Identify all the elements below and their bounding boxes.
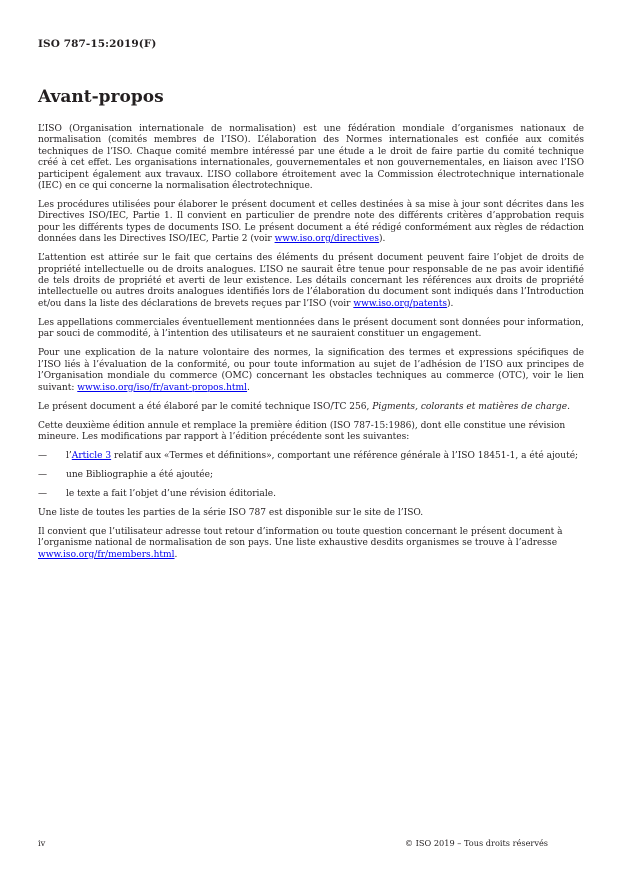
paragraph-text: Pour une explication de la nature volontaire des normes, la signification des termes et expressions spécifiques de l’ISO liés à l’évaluation de la conformité, ou pour toute information au sujet de l’adhésion de l’ISO aux principes de l’Organisation mondiale du commerce (OMC) concernant les obstacles techniques au commerce (OTC), voir le lien suivant: <box>38 348 584 393</box>
dash-bullet: — <box>38 488 48 499</box>
paragraph-text: . <box>247 382 250 393</box>
paragraph-series-list: Une liste de toutes les parties de la série ISO 787 est disponible sur le site de l’ISO. <box>38 507 424 518</box>
paragraph-text: Les procédures utilisées pour élaborer le présent document et celles destinées à sa mise à jour sont décrites dans les Directives ISO/IEC, Partie 1. Il convient en particulier de prendre note des différents critères d’approbation requis pour les différents types de documents ISO. Le présent document a été rédigé conformément aux règles de rédaction données dans les Directives ISO/IEC, Partie 2 (voir <box>38 200 584 245</box>
list-item-text <box>66 451 584 462</box>
article-3-link[interactable]: Article 3 <box>71 450 112 461</box>
copyright-notice: © ISO 2019 – Tous droits réservés <box>404 838 548 848</box>
page-title: Avant-propos <box>38 87 164 107</box>
document-page <box>38 0 584 876</box>
list-item <box>38 489 584 500</box>
paragraph-patents <box>38 253 584 310</box>
page-footer <box>38 838 548 848</box>
list-text: l’ <box>66 450 72 461</box>
dash-bullet: — <box>38 469 48 480</box>
document-identifier: ISO 787-15:2019(F) <box>38 38 157 50</box>
list-text: relatif aux «Termes et définitions», comportant une référence générale à l’ISO 18451-1, a été ajouté; <box>111 450 579 461</box>
paragraph-voluntary-nature <box>38 348 584 394</box>
dash-bullet: — <box>38 450 48 461</box>
foreword-body <box>38 124 584 569</box>
paragraph-procedures <box>38 200 584 246</box>
paragraph-feedback <box>38 527 584 561</box>
page-number: iv <box>38 838 46 848</box>
paragraph-text: Le présent document a été élaboré par le comité technique ISO/TC 256, <box>38 401 373 412</box>
paragraph-edition: Cette deuxième édition annule et remplace la première édition (ISO 787-15:1986), dont elle constitue une révision mineure. Les modifications par rapport à l’édition précédente sont les suivantes: <box>38 420 566 442</box>
list-item <box>38 470 584 481</box>
paragraph-committee <box>38 402 584 413</box>
directives-link[interactable]: www.iso.org/directives <box>274 234 379 245</box>
committee-title: Pigments, colorants et matières de charge <box>372 401 568 412</box>
paragraph-text: ). <box>446 298 454 309</box>
paragraph-iso-intro: L’ISO (Organisation internationale de normalisation) est une fédération mondiale d’organismes nationaux de normalisation (comités membres de l’ISO). L’élaboration des Normes internationales est confiée aux comités techniques de l’ISO. Chaque comité membre intéressé par une étude a le droit de faire partie du comité technique créé à cet effet. Les organisations internationales, gouvernementales et non gouvernementales, en liaison avec l’ISO participent également aux travaux. L’ISO collabore étroitement avec la Commission électrotechnique internationale (IEC) en ce qui concerne la normalisation électrotechnique. <box>38 124 584 192</box>
paragraph-text: L’attention est attirée sur le fait que certains des éléments du présent document peuvent faire l’objet de droits de propriété intellectuelle ou de droits analogues. L’ISO ne saurait être tenue pour responsable de ne pas avoir identifié de tels droits de propriété et averti de leur existence. Les détails concernant les références aux droits de propriété intellectuelle ou autres droits analogues identifiés lors de l’élaboration du document sont indiqués dans l’Introduction et/ou dans la liste des déclarations de brevets reçues par l’ISO (voir <box>38 253 584 309</box>
paragraph-text: . <box>567 401 570 412</box>
paragraph-text: ). <box>378 234 386 245</box>
members-link[interactable]: www.iso.org/fr/members.html <box>38 549 175 560</box>
patents-link[interactable]: www.iso.org/patents <box>353 298 447 309</box>
avant-propos-link[interactable]: www.iso.org/iso/fr/avant-propos.html <box>77 382 248 393</box>
list-item <box>38 451 584 462</box>
list-item-text: le texte a fait l’objet d’une révision éditoriale. <box>66 488 276 499</box>
paragraph-trade-names: Les appellations commerciales éventuellement mentionnées dans le présent document sont données pour information, par souci de commodité, à l’intention des utilisateurs et ne sauraient constituer un engagement. <box>38 317 584 340</box>
list-item-text: une Bibliographie a été ajoutée; <box>66 469 214 480</box>
paragraph-text: Il convient que l’utilisateur adresse tout retour d’information ou toute question concernant le présent document à l’organisme national de normalisation de son pays. Une liste exhaustive desdits organismes se trouve à l’adresse <box>38 526 563 549</box>
paragraph-text: . <box>174 549 178 560</box>
